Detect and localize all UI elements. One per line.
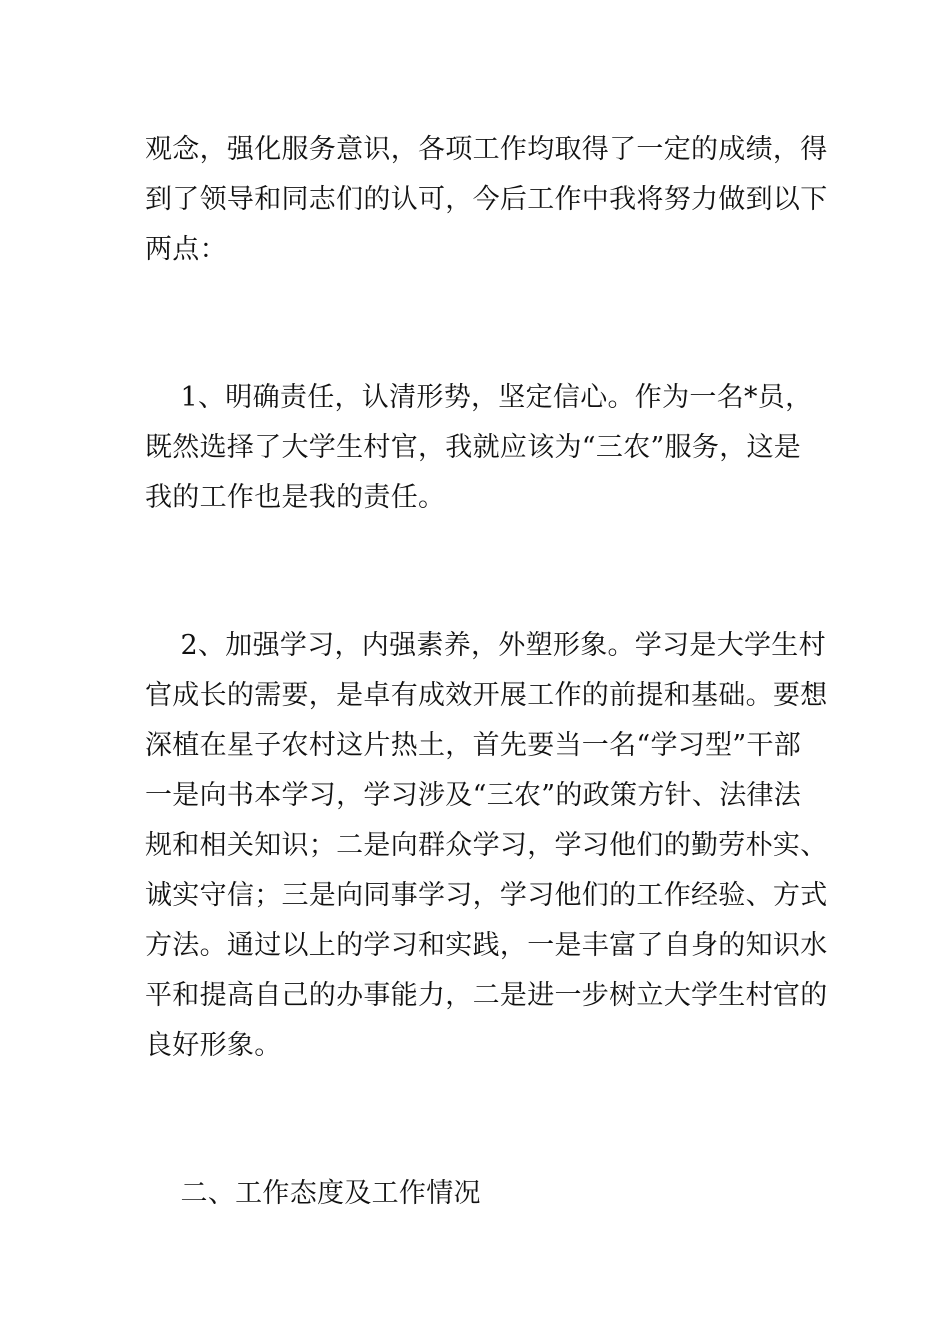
paragraph-3-line-3: 深植在星子农村这片热土，首先要当一名“学习型”干部 xyxy=(145,730,802,761)
paragraph-3-line-8: 平和提高自己的办事能力，二是进一步树立大学生村官的 xyxy=(145,980,828,1011)
paragraph-3-line-1: 2、加强学习，内强素养，外塑形象。学习是大学生村 xyxy=(145,630,826,661)
paragraph-3-line-7: 方法。通过以上的学习和实践，一是丰富了自身的知识水 xyxy=(145,930,828,961)
paragraph-3-line-4: 一是向书本学习，学习涉及“三农”的政策方针、法律法 xyxy=(145,780,802,811)
paragraph-2-line-3: 我的工作也是我的责任。 xyxy=(145,482,446,513)
paragraph-1-line-3: 两点： xyxy=(145,234,227,265)
paragraph-3-line-9: 良好形象。 xyxy=(145,1030,282,1061)
paragraph-2-line-1: 1、明确责任，认清形势，坚定信心。作为一名*员， xyxy=(145,382,813,413)
paragraph-1-line-2: 到了领导和同志们的认可，今后工作中我将努力做到以下 xyxy=(145,184,828,215)
paragraph-2-line-2: 既然选择了大学生村官，我就应该为“三农”服务，这是 xyxy=(145,432,802,463)
paragraph-3-line-5: 规和相关知识；二是向群众学习，学习他们的勤劳朴实、 xyxy=(145,830,828,861)
paragraph-3-line-2: 官成长的需要，是卓有成效开展工作的前提和基础。要想 xyxy=(145,680,828,711)
paragraph-3-line-6: 诚实守信；三是向同事学习，学习他们的工作经验、方式 xyxy=(145,880,828,911)
section-heading: 二、工作态度及工作情况 xyxy=(145,1178,481,1209)
paragraph-1-line-1: 观念，强化服务意识，各项工作均取得了一定的成绩，得 xyxy=(145,134,828,165)
